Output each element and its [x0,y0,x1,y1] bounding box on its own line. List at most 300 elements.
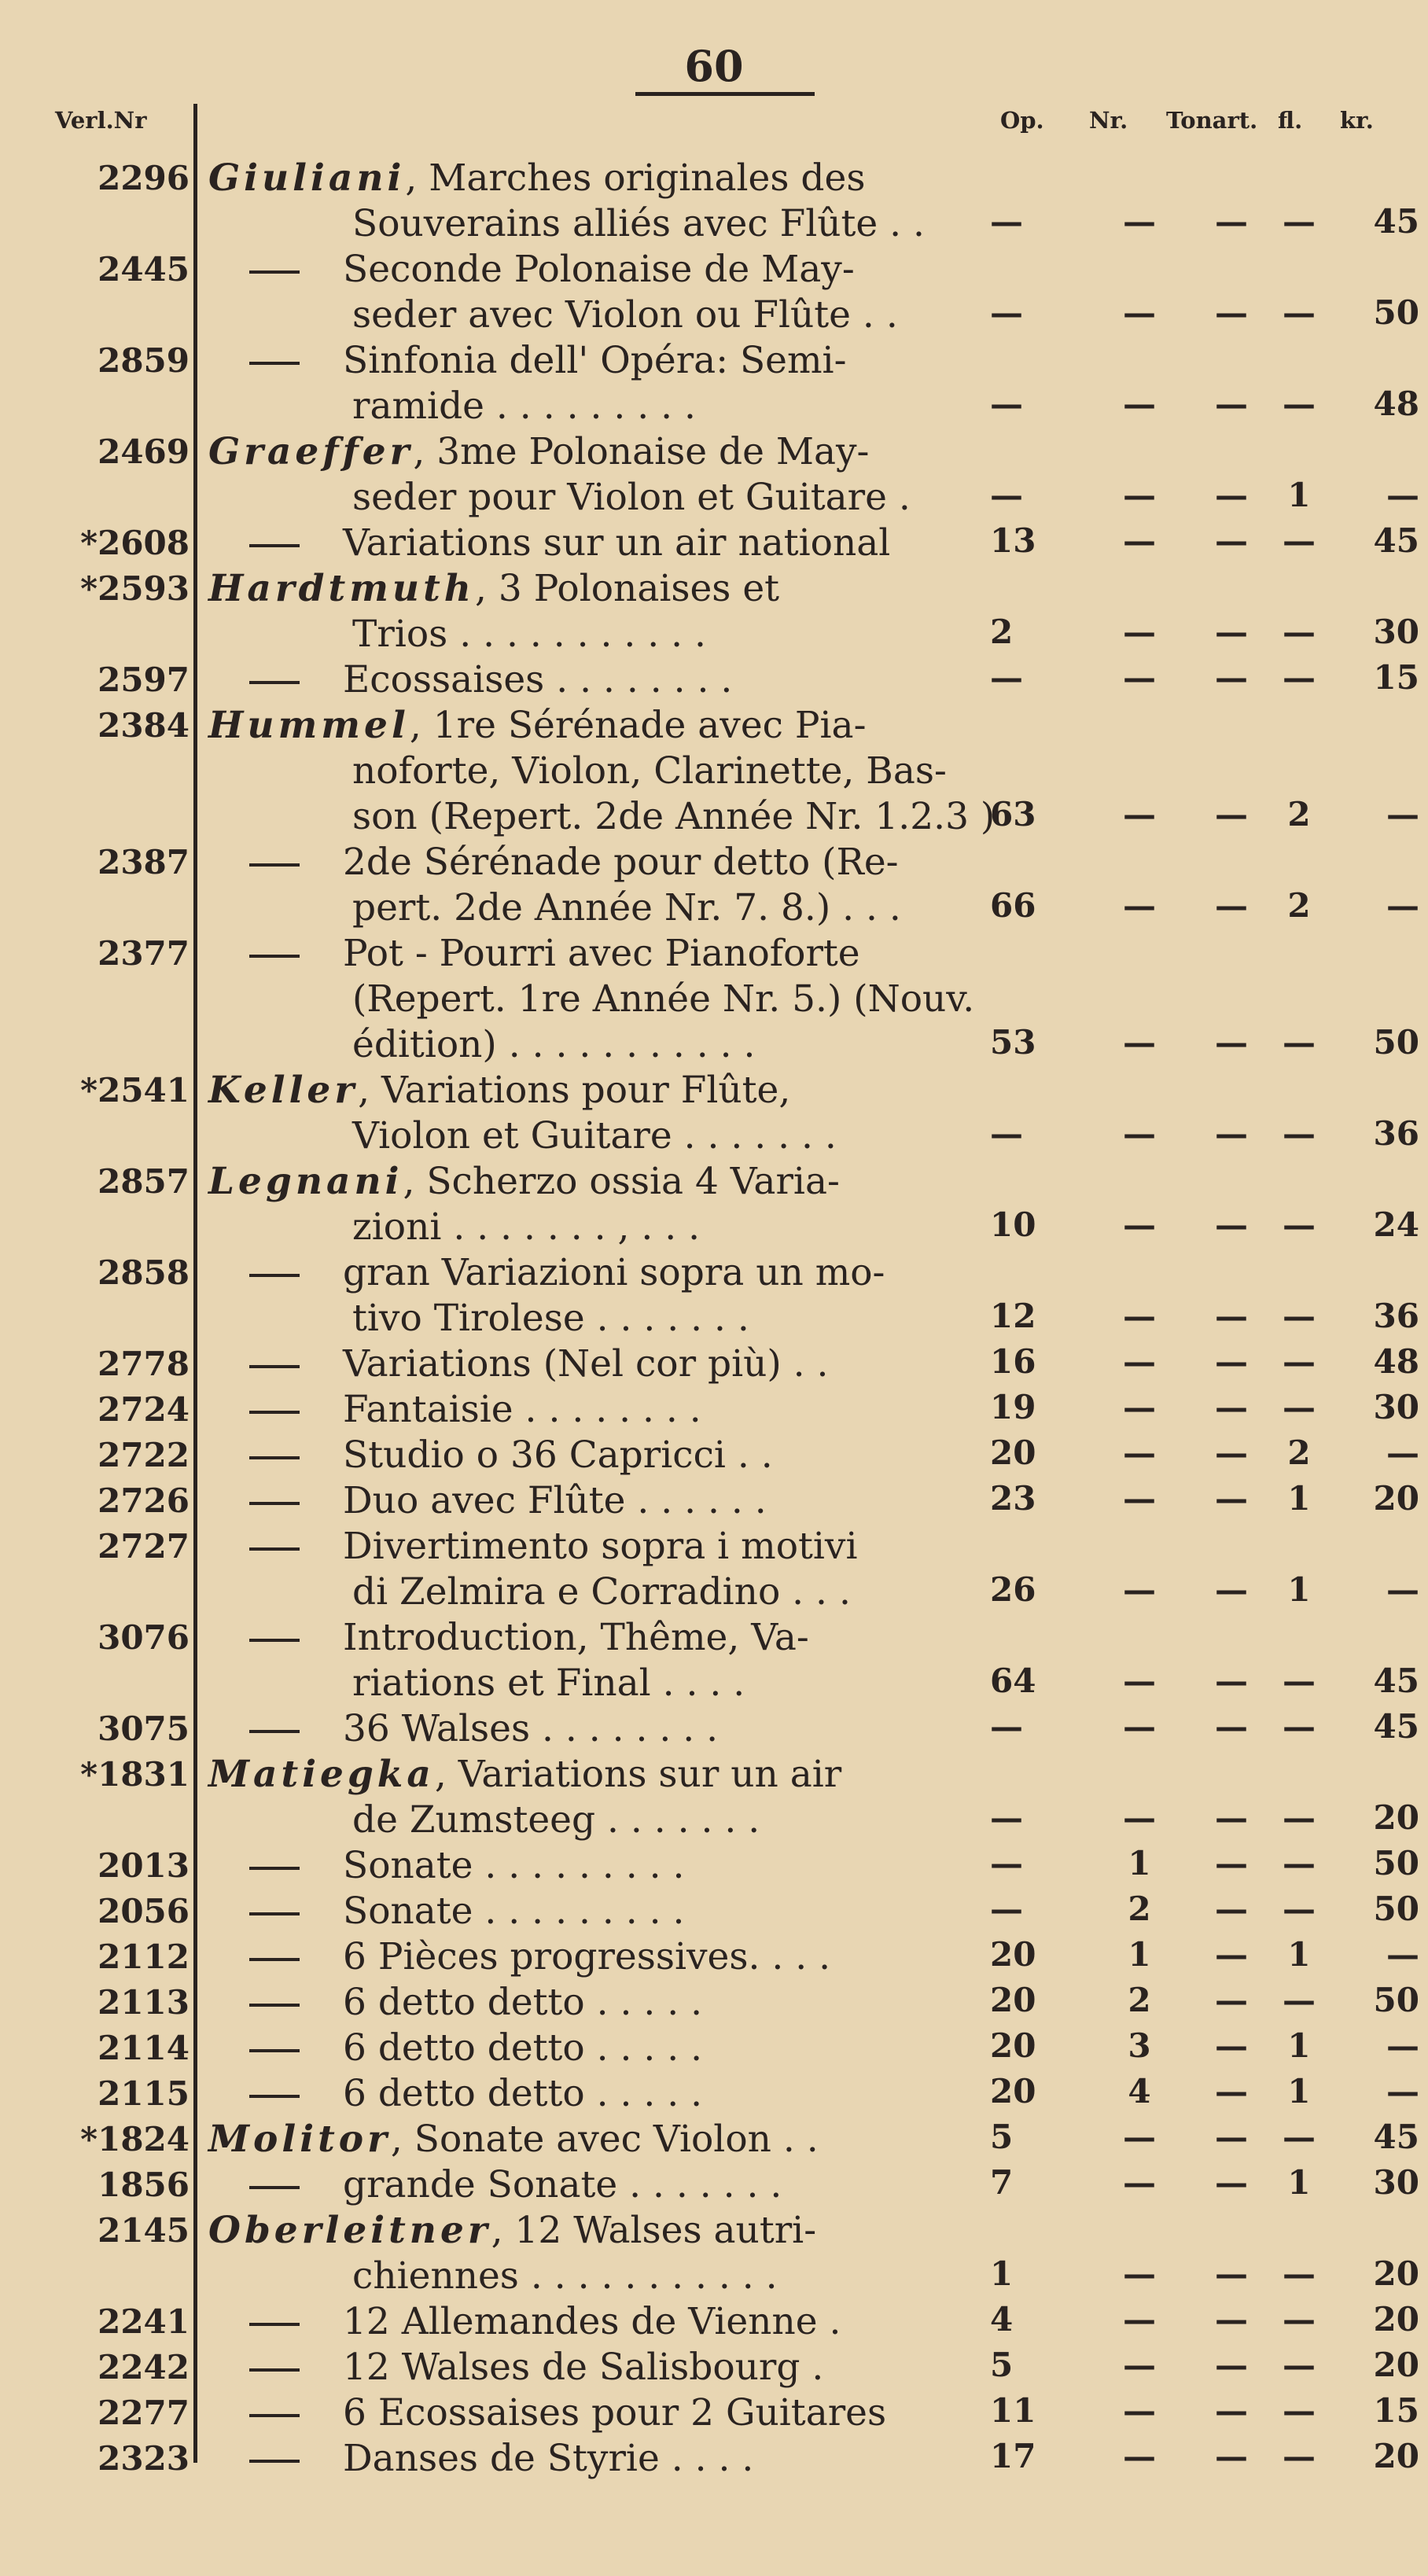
kr-value: 50 [1373,1023,1419,1062]
op-value: 20 [990,1981,1036,2019]
composer-name: Keller [208,1069,359,1112]
tonart-value: — [1215,385,1248,423]
line-text: , 3me Polonaise de May- [413,430,870,473]
verlag-number: 2727 [98,1527,190,1566]
nr-value: — [1123,1342,1156,1381]
description-line [208,612,990,657]
price-columns [990,2071,1428,2117]
line-text: Variations sur un air national [343,521,891,565]
verlag-number: *1831 [80,1755,190,1794]
fl-value: 1 [1287,1479,1311,1518]
description-line [208,2436,990,2482]
description-line [208,566,990,612]
tonart-value: — [1215,1297,1248,1335]
nr-value: — [1123,2300,1156,2339]
tonart-value: — [1215,1844,1248,1882]
fl-value: — [1283,1114,1316,1153]
op-value: — [990,1707,1023,1746]
fl-value: — [1283,202,1316,241]
description-line [208,749,990,794]
composer-name: Hardtmuth [208,567,475,610]
ditto-dash [249,1958,300,1961]
op-value: 64 [990,1662,1036,1700]
line-text: seder pour Violon et Guitare . [352,476,911,519]
catalog-entry [0,2162,1428,2208]
line-text: Pot - Pourri avec Pianoforte [343,932,860,975]
description-line [208,1524,990,1570]
verlag-number: 2112 [98,1938,190,1976]
verlag-number: 2013 [98,1846,190,1885]
fl-value: — [1283,2346,1316,2384]
fl-value: 2 [1287,1433,1311,1472]
entry-description [201,429,990,521]
line-text: Variations (Nel cor più) . . [343,1342,829,1386]
ditto-dash [249,2049,300,2052]
composer-name: Graeffer [208,430,414,473]
verlag-number: 2859 [98,341,190,380]
tonart-value: — [1215,521,1248,560]
kr-value: 20 [1373,2346,1419,2384]
description-line [208,1433,990,1478]
entry-description [201,2071,990,2117]
catalog-entry [0,1615,1428,1706]
fl-value: 1 [1287,2026,1311,2065]
catalog-entry [0,1159,1428,1250]
line-text: Studio o 36 Capricci . . [343,1433,773,1477]
composer-name: Molitor [208,2118,391,2161]
price-columns [990,1113,1428,1159]
line-text: 12 Walses de Salisbourg . [343,2346,824,2389]
line-text: 6 detto detto . . . . . [343,2072,703,2115]
ditto-dash [249,1456,300,1459]
description-line [208,2208,990,2254]
catalog-entry [0,931,1428,1068]
line-text: tivo Tirolese . . . . . . . [352,1297,749,1340]
catalog-entry [0,1980,1428,2026]
op-value: — [990,1114,1023,1153]
kr-value: — [1386,886,1419,925]
op-value: 4 [990,2300,1014,2339]
price-columns [990,2390,1428,2436]
catalog-entry [0,2071,1428,2117]
ditto-dash [249,1730,300,1733]
nr-value: — [1123,385,1156,423]
op-value: 17 [990,2437,1036,2475]
description-line [208,2117,990,2162]
line-text: Divertimento sopra i motivi [343,1525,858,1568]
price-columns [990,2436,1428,2482]
description-line [208,2254,990,2299]
verlag-number: *2541 [80,1071,190,1110]
verlag-number: 2296 [98,159,190,197]
price-columns [990,1570,1428,1615]
price-columns [990,2162,1428,2208]
catalog-entry [0,703,1428,840]
nr-value: 1 [1128,1935,1151,1974]
entry-description [201,703,996,840]
line-text: 2de Sérénade pour detto (Re- [343,841,899,884]
op-value: 26 [990,1570,1036,1609]
price-columns [990,1706,1428,1752]
verlag-number: 2323 [98,2439,190,2478]
nr-value: — [1123,293,1156,332]
page-number-rule [635,92,815,96]
description-line [208,1387,990,1433]
price-columns [990,794,1428,840]
catalog-entry [0,1068,1428,1159]
kr-value: — [1386,2026,1419,2065]
fl-value: — [1283,293,1316,332]
kr-value: 50 [1373,1890,1419,1928]
line-text: Danses de Styrie . . . . [343,2437,754,2480]
fl-value: — [1283,1844,1316,1882]
entry-description [201,931,990,1068]
catalog-entry [0,1433,1428,1478]
catalog-entry [0,566,1428,657]
verlag-number: 2377 [98,934,190,973]
kr-value: 48 [1373,385,1419,423]
verlag-number: 2114 [98,2029,190,2067]
price-columns [990,475,1428,521]
nr-value: — [1123,2254,1156,2293]
description-line [208,885,990,931]
entry-description [201,1706,990,1752]
op-value: 13 [990,521,1036,560]
op-value: 5 [990,2346,1014,2384]
ditto-dash [249,1639,300,1642]
nr-value: — [1123,1114,1156,1153]
entry-description [201,1615,990,1706]
ditto-dash [249,1912,300,1915]
line-text: seder avec Violon ou Flûte . . [352,293,898,337]
description-line [208,247,990,293]
composer-name: Oberleitner [208,2209,491,2252]
verlag-number: 2597 [98,661,190,699]
entry-description [201,2390,990,2436]
line-text: son (Repert. 2de Année Nr. 1.2.3 ) [352,795,996,838]
price-columns [990,1980,1428,2026]
ditto-dash [249,270,300,274]
line-text: Sinfonia dell' Opéra: Semi- [343,339,847,382]
nr-value: — [1123,886,1156,925]
line-text: di Zelmira e Corradino . . . [352,1570,851,1614]
catalog-entry [0,247,1428,338]
line-text: 6 detto detto . . . . . [343,2026,703,2070]
kr-value: — [1386,1935,1419,1974]
entry-description [201,1068,990,1159]
fl-value: — [1283,1707,1316,1746]
verlag-number: 2858 [98,1253,190,1292]
catalog-entry [0,2299,1428,2345]
ditto-dash [249,1867,300,1870]
line-text: , Marches originales des [405,156,866,200]
entry-description [201,2117,990,2162]
kr-value: 50 [1373,1981,1419,2019]
fl-value: — [1283,1023,1316,1062]
price-columns [990,612,1428,657]
entry-description [201,2208,990,2299]
fl-value: — [1283,1388,1316,1426]
kr-value: 30 [1373,613,1419,651]
ditto-dash [249,2460,300,2463]
verlag-number: 2857 [98,1162,190,1201]
verlag-number: 2277 [98,2394,190,2432]
verlag-number: 2145 [98,2211,190,2250]
description-line [208,2299,990,2345]
catalog-entry [0,338,1428,429]
fl-value: 1 [1287,2163,1311,2202]
catalog-entry [0,1524,1428,1615]
line-text: , Sonate avec Violon . . [390,2118,819,2161]
header-nr: Nr. [1089,107,1128,134]
tonart-value: — [1215,476,1248,514]
tonart-value: — [1215,2118,1248,2156]
kr-value: 20 [1373,2254,1419,2293]
op-value: 20 [990,2026,1036,2065]
price-columns [990,885,1428,931]
kr-value: 45 [1373,1662,1419,1700]
entry-description [201,1433,990,1478]
line-text: 6 detto detto . . . . . [343,1981,703,2024]
line-text: , 1re Sérénade avec Pia- [409,704,867,747]
verlag-number: 2726 [98,1481,190,1520]
description-line [208,1113,990,1159]
price-columns [990,1478,1428,1524]
header-tonart: Tonart. [1166,107,1258,134]
op-value: 16 [990,1342,1036,1381]
op-value: 19 [990,1388,1036,1426]
line-text: grande Sonate . . . . . . . [343,2163,782,2206]
line-text: riations et Final . . . . [352,1662,745,1705]
nr-value: — [1123,1297,1156,1335]
verlag-number: 2113 [98,1983,190,2022]
line-text: Fantaisie . . . . . . . . [343,1388,701,1431]
entry-description [201,2436,990,2482]
catalog-entry [0,1478,1428,1524]
ditto-dash [249,863,300,867]
description-line [208,1980,990,2026]
description-line [208,1022,990,1068]
kr-value: 30 [1373,2163,1419,2202]
kr-value: 20 [1373,1798,1419,1837]
fl-value: — [1283,613,1316,651]
ditto-dash [249,544,300,547]
verlag-number: *2608 [80,524,190,562]
line-text: , Variations sur un air [434,1753,842,1796]
ditto-dash [249,1411,300,1414]
description-line [208,703,990,749]
verlag-number: 2724 [98,1390,190,1429]
header-fl: fl. [1278,107,1303,134]
fl-value: — [1283,521,1316,560]
tonart-value: — [1215,613,1248,651]
verlag-number: 2722 [98,1436,190,1474]
fl-value: — [1283,658,1316,697]
catalog-entry [0,1752,1428,1843]
price-columns [990,1387,1428,1433]
op-value: 20 [990,1433,1036,1472]
line-text: zioni . . . . . . . , . . . [352,1205,701,1249]
tonart-value: — [1215,202,1248,241]
nr-value: — [1123,2437,1156,2475]
catalog-entry [0,1706,1428,1752]
op-value: — [990,385,1023,423]
kr-value: 36 [1373,1297,1419,1335]
line-text: 36 Walses . . . . . . . . [343,1707,719,1750]
op-value: — [990,202,1023,241]
kr-value: — [1386,2072,1419,2110]
tonart-value: — [1215,795,1248,834]
kr-value: 45 [1373,1707,1419,1746]
entry-description [201,2026,990,2071]
nr-value: — [1123,1798,1156,1837]
nr-value: — [1123,2163,1156,2202]
kr-value: — [1386,1433,1419,1472]
nr-value: — [1123,1570,1156,1609]
fl-value: — [1283,1798,1316,1837]
description-line [208,1752,990,1798]
description-line [208,977,990,1022]
fl-value: — [1283,1297,1316,1335]
tonart-value: — [1215,2254,1248,2293]
op-value: 20 [990,1935,1036,1974]
nr-value: — [1123,2118,1156,2156]
description-line [208,1478,990,1524]
catalog-entry [0,2390,1428,2436]
line-text: de Zumsteeg . . . . . . . [352,1798,760,1842]
ditto-dash [249,1274,300,1277]
fl-value: 1 [1287,1570,1311,1609]
tonart-value: — [1215,1662,1248,1700]
nr-value: 2 [1128,1981,1151,2019]
description-line [208,1798,990,1843]
nr-value: — [1123,1479,1156,1518]
description-line [208,2071,990,2117]
tonart-value: — [1215,2391,1248,2430]
kr-value: 20 [1373,2437,1419,2475]
price-columns [990,1022,1428,1068]
description-line [208,1615,990,1661]
nr-value: — [1123,1433,1156,1472]
tonart-value: — [1215,2437,1248,2475]
verlag-number: 1856 [98,2166,190,2204]
fl-value: — [1283,2254,1316,2293]
kr-value: — [1386,476,1419,514]
verlag-number: 2445 [98,250,190,289]
description-line [208,521,990,566]
price-columns [990,1661,1428,1706]
verlag-number: *2593 [80,569,190,608]
line-text: Violon et Guitare . . . . . . . [352,1114,837,1157]
fl-value: — [1283,1981,1316,2019]
tonart-value: — [1215,1388,1248,1426]
kr-value: — [1386,795,1419,834]
entry-description [201,247,990,338]
page-number: 60 [684,41,744,91]
op-value: 5 [990,2118,1014,2156]
description-line [208,293,990,338]
catalog-entry [0,2026,1428,2071]
entry-description [201,840,990,931]
fl-value: — [1283,2118,1316,2156]
verlag-number: 2056 [98,1892,190,1930]
tonart-value: — [1215,1114,1248,1153]
kr-value: 30 [1373,1388,1419,1426]
description-line [208,794,996,840]
price-columns [990,2026,1428,2071]
kr-value: 45 [1373,202,1419,241]
catalog-entry [0,1934,1428,1980]
line-text: Ecossaises . . . . . . . . [343,658,733,701]
fl-value: 1 [1287,1935,1311,1974]
line-text: pert. 2de Année Nr. 7. 8.) . . . [352,886,901,929]
description-line [208,1570,990,1615]
description-line [208,156,990,201]
ditto-dash [249,681,300,684]
nr-value: 4 [1128,2072,1151,2110]
ditto-dash [249,2414,300,2417]
tonart-value: — [1215,1890,1248,1928]
description-line [208,1706,990,1752]
header-kr: kr. [1340,107,1374,134]
price-columns [990,1934,1428,1980]
verlag-number: 2384 [98,706,190,745]
op-value: — [990,1890,1023,1928]
catalog-entry [0,1843,1428,1889]
tonart-value: — [1215,1935,1248,1974]
catalog-entry [0,1250,1428,1341]
op-value: — [990,293,1023,332]
ditto-dash [249,1365,300,1368]
op-value: 23 [990,1479,1036,1518]
tonart-value: — [1215,1798,1248,1837]
line-text: noforte, Violon, Clarinette, Bas- [352,749,947,793]
catalog-entry [0,2345,1428,2390]
fl-value: — [1283,1890,1316,1928]
price-columns [990,1205,1428,1250]
description-line [208,1068,990,1113]
op-value: — [990,476,1023,514]
op-value: 2 [990,613,1014,651]
price-columns [990,1843,1428,1889]
nr-value: — [1123,1023,1156,1062]
nr-value: — [1123,2391,1156,2430]
description-line [208,338,990,384]
description-line [208,1250,990,1296]
price-columns [990,201,1428,247]
tonart-value: — [1215,1707,1248,1746]
kr-value: 15 [1373,658,1419,697]
tonart-value: — [1215,658,1248,697]
tonart-value: — [1215,1570,1248,1609]
nr-value: — [1123,795,1156,834]
entry-description [201,156,990,247]
entry-description [201,1934,990,1980]
ditto-dash [249,362,300,365]
tonart-value: — [1215,1023,1248,1062]
fl-value: — [1283,2300,1316,2339]
description-line [208,384,990,429]
ditto-dash [249,2095,300,2098]
line-text: édition) . . . . . . . . . . . [352,1023,756,1066]
ditto-dash [249,1547,300,1551]
tonart-value: — [1215,293,1248,332]
tonart-value: — [1215,1433,1248,1472]
description-line [208,931,990,977]
fl-value: 1 [1287,476,1311,514]
verlag-number: 2241 [98,2302,190,2341]
composer-name: Hummel [208,704,410,747]
